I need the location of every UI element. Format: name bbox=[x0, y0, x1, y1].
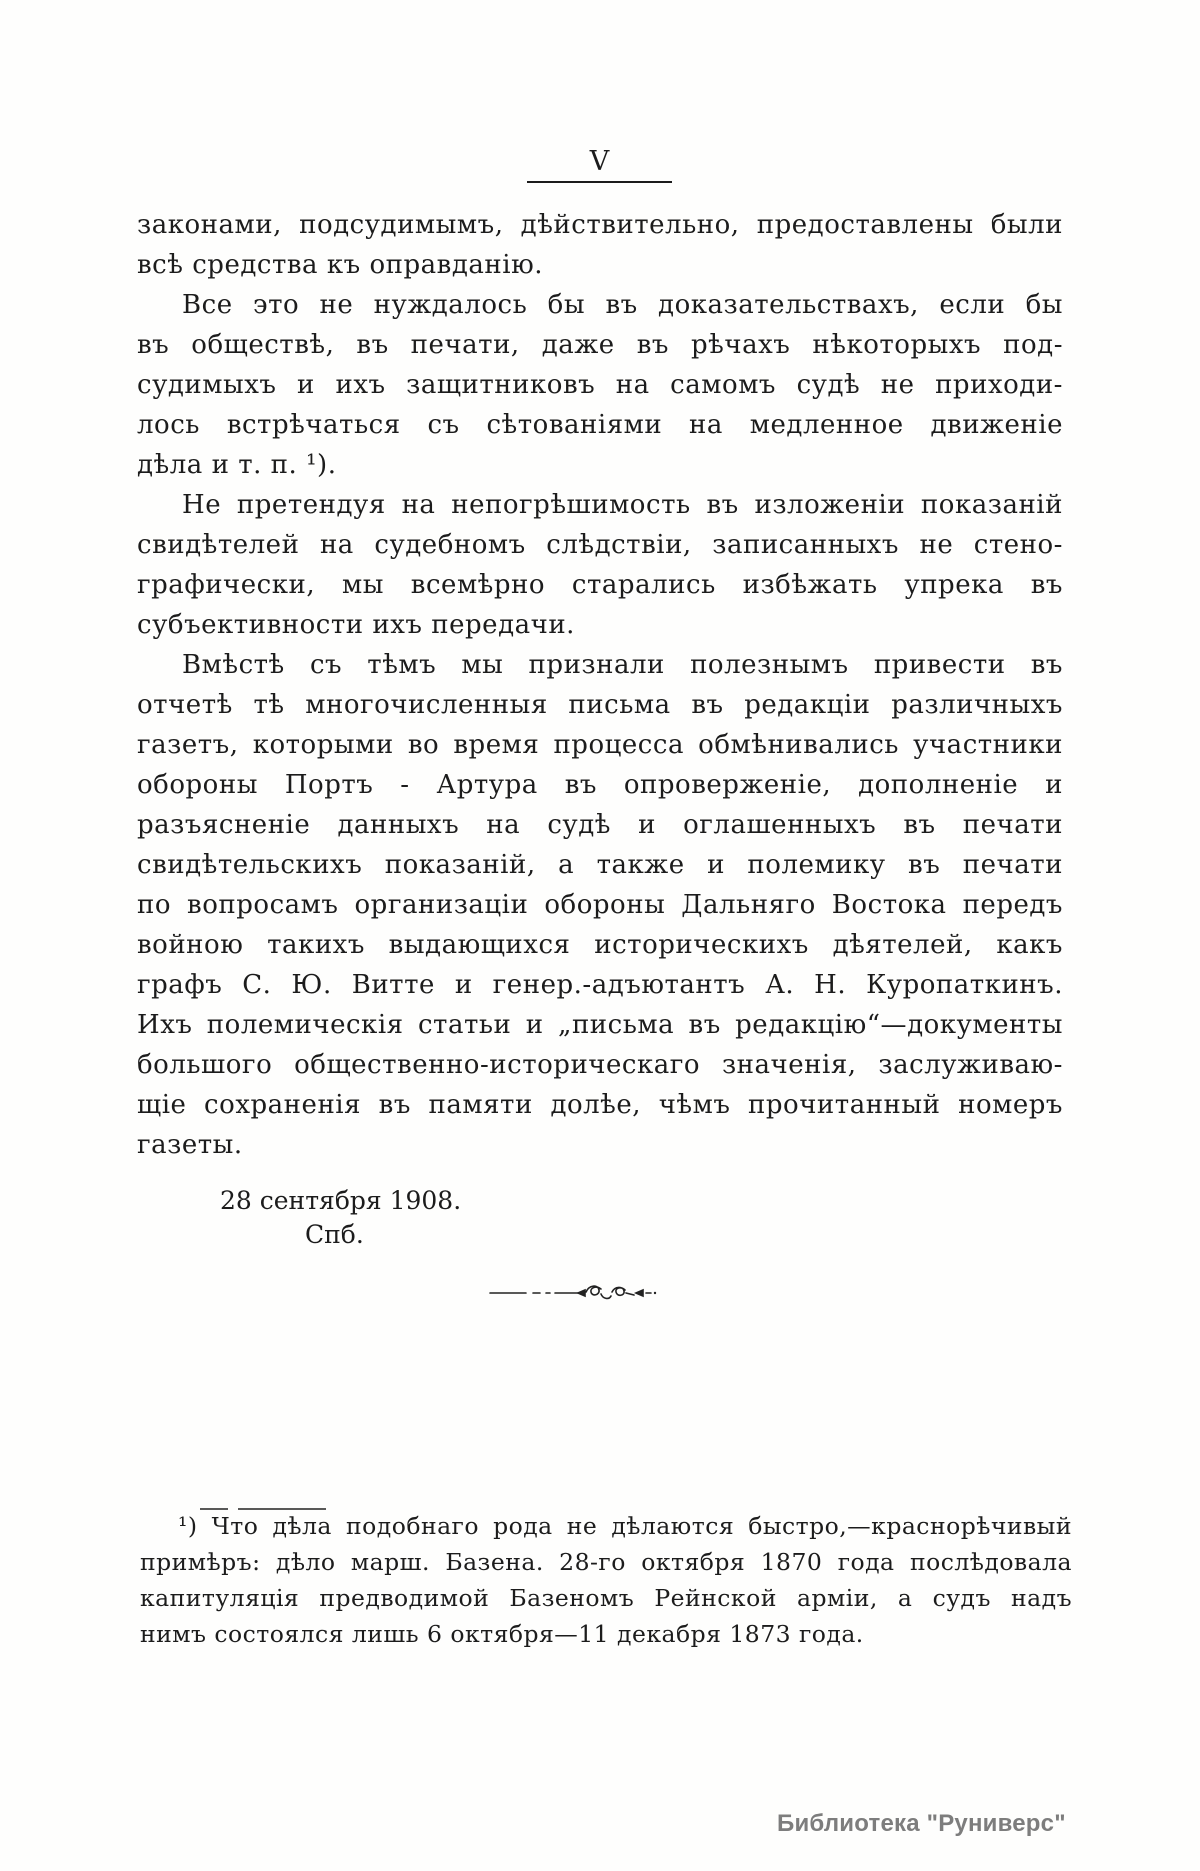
text-line: свидѣтельскихъ показаній, а также и полемику въ печати bbox=[137, 850, 1063, 880]
text-line: Вмѣстѣ съ тѣмъ мы признали полезнымъ привести въ bbox=[182, 650, 1063, 680]
library-watermark: Библиотека "Руниверс" bbox=[777, 1810, 1066, 1837]
text-line: Все это не нуждалось бы въ доказательствахъ, если бы bbox=[182, 290, 1063, 320]
text-line: въ обществѣ, въ печати, даже въ рѣчахъ нѣкоторыхъ под- bbox=[137, 330, 1063, 360]
text-line: свидѣтелей на судебномъ слѣдствіи, записанныхъ не стено- bbox=[137, 530, 1063, 560]
dateline bbox=[220, 1184, 461, 1252]
footnote-text bbox=[140, 1508, 1072, 1652]
paragraph bbox=[137, 285, 1063, 485]
text-line: субъективности ихъ передачи. bbox=[137, 610, 575, 640]
flourish-divider-icon bbox=[488, 1280, 658, 1304]
text-line: большого общественно-историческаго значенія, заслуживаю- bbox=[137, 1050, 1063, 1080]
text-line: щіе сохраненія въ памяти долѣе, чѣмъ прочитанный номеръ bbox=[137, 1090, 1063, 1120]
text-line: судимыхъ и ихъ защитниковъ на самомъ судѣ не приходи- bbox=[137, 370, 1063, 400]
text-line: газетъ, которыми во время процесса обмѣнивались участники bbox=[137, 730, 1063, 760]
paragraph bbox=[137, 205, 1063, 285]
text-line: всѣ средства къ оправданію. bbox=[137, 250, 544, 280]
footnote-rule bbox=[200, 1496, 326, 1500]
text-line: дѣла и т. п. ¹). bbox=[137, 450, 337, 480]
text-line: Ихъ полемическія статьи и „письма въ редакцію“—документы bbox=[137, 1010, 1063, 1040]
date-text: 28 сентября 1908. bbox=[220, 1186, 462, 1215]
paragraph bbox=[137, 485, 1063, 645]
text-line: газеты. bbox=[137, 1130, 243, 1160]
paragraph bbox=[137, 645, 1063, 1165]
text-line: законами, подсудимымъ, дѣйствительно, предоставлены были bbox=[137, 210, 1063, 240]
text-line: ¹) Что дѣла подобнаго рода не дѣлаются быстро,—краснорѣчивый bbox=[178, 1512, 1072, 1540]
text-line: нимъ состоялся лишь 6 октября—11 декабря 1873 года. bbox=[140, 1620, 864, 1648]
text-line: разъясненіе данныхъ на судѣ и оглашенныхъ въ печати bbox=[137, 810, 1063, 840]
preface-text bbox=[137, 205, 1063, 1165]
text-line: лось встрѣчаться съ сѣтованіями на медленное движеніе bbox=[137, 410, 1063, 440]
text-line: по вопросамъ организаціи обороны Дальняго Востока передъ bbox=[137, 890, 1063, 920]
text-line: примѣръ: дѣло марш. Базена. 28-го октября 1870 года послѣдовала bbox=[140, 1548, 1072, 1576]
text-line: отчетѣ тѣ многочисленныя письма въ редакціи различныхъ bbox=[137, 690, 1063, 720]
text-line: графически, мы всемѣрно старались избѣжать упрека въ bbox=[137, 570, 1063, 600]
page-number: V bbox=[589, 146, 611, 177]
text-line: капитуляція предводимой Базеномъ Рейнской арміи, а судъ надъ bbox=[140, 1584, 1072, 1612]
text-line: Не претендуя на непогрѣшимость въ изложеніи показаній bbox=[182, 490, 1063, 520]
header-rule bbox=[527, 181, 672, 183]
text-line: обороны Портъ - Артура въ опроверженіе, дополненіе и bbox=[137, 770, 1063, 800]
place-text: Спб. bbox=[305, 1220, 364, 1249]
text-line: войною такихъ выдающихся историческихъ дѣятелей, какъ bbox=[137, 930, 1063, 960]
text-line: графъ С. Ю. Витте и генер.-адъютантъ А. Н. Куропаткинъ. bbox=[137, 970, 1063, 1000]
